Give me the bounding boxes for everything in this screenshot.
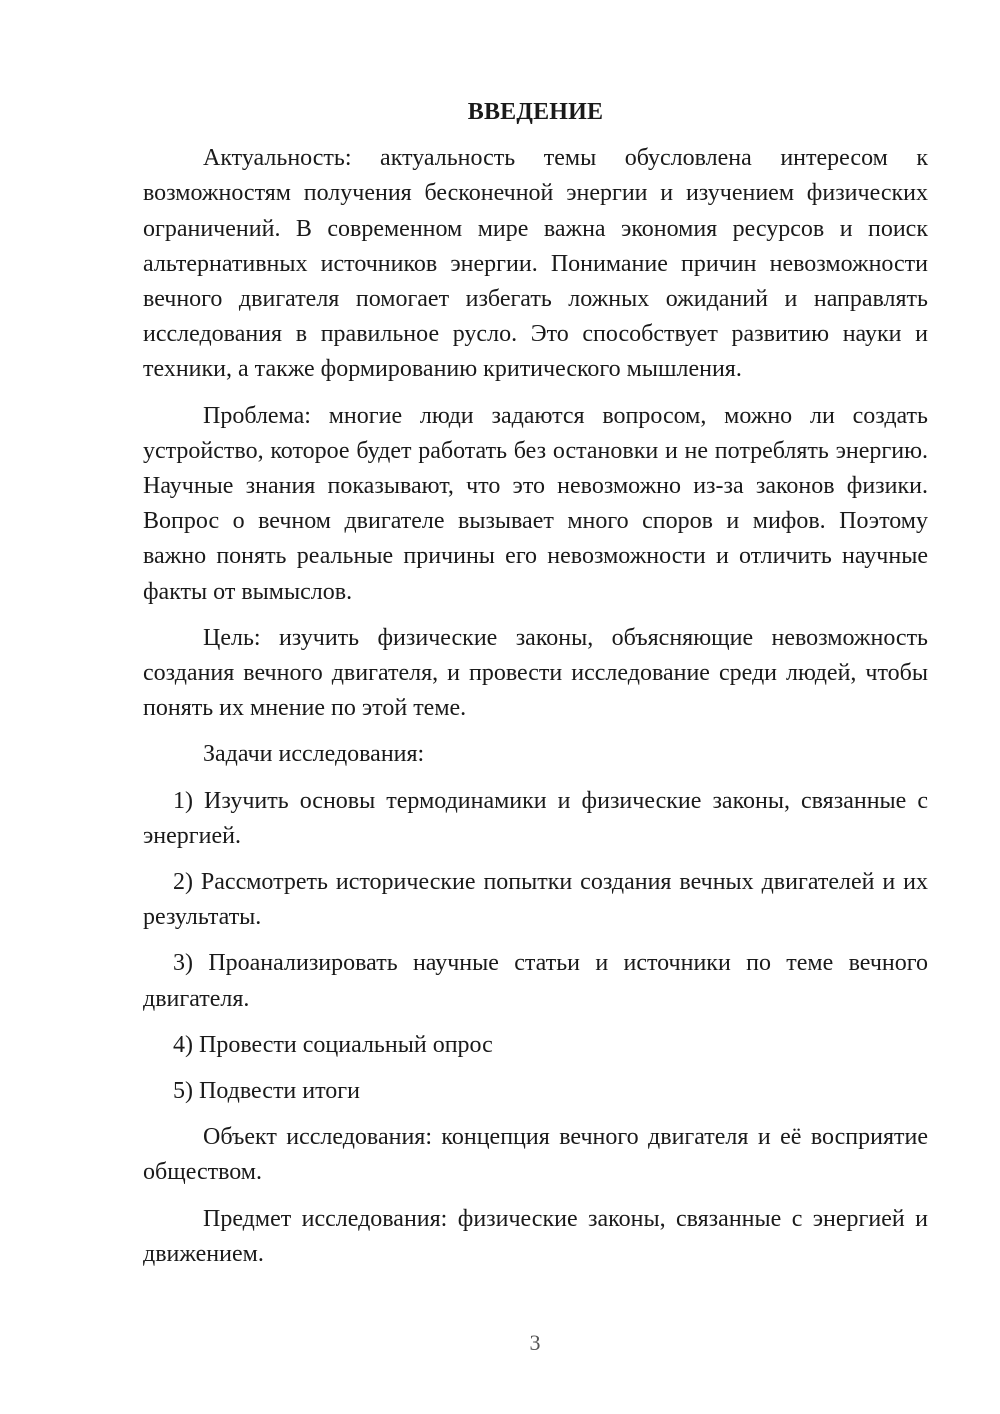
task-item: 2) Рассмотреть исторические попытки создания вечных двигателей и их результаты. <box>143 869 928 931</box>
object-paragraph: Объект исследования: концепция вечного двигателя и её восприятие обществом. <box>143 1124 928 1186</box>
page-number: 3 <box>529 1330 541 1355</box>
problem-paragraph: Проблема: многие люди задаются вопросом, можно ли создать устройство, которое будет работать без остановки и не потреблять энергию. Научные знания показывают, что это невозможно из-за законов физики. Вопрос о вечном двигателе вызывает много споров и мифов. Поэтому важно понять реальные причины его невозможности и отличить научные факты от вымыслов. <box>143 402 928 605</box>
page-title: ВВЕДЕНИЕ <box>467 99 604 125</box>
task-item: 5) Подвести итоги <box>173 1078 360 1105</box>
relevance-paragraph: Актуальность: актуальность темы обусловлена интересом к возможностям получения бесконечной энергии и изучением физических ограничений. В современном мире важна экономия ресурсов и поиск альтернативных источников энергии. Понимание причин невозможности вечного двигателя помогает избегать ложных ожиданий и направлять исследования в правильное русло. Это способствует развитию науки и техники, а также формированию критического мышления. <box>143 145 928 383</box>
task-item: 3) Проанализировать научные статьи и источники по теме вечного двигателя. <box>143 950 928 1012</box>
subject-paragraph: Предмет исследования: физические законы, связанные с энергией и движением. <box>143 1205 928 1267</box>
goal-paragraph: Цель: изучить физические законы, объясняющие невозможность создания вечного двигателя, и провести исследование среди людей, чтобы понять их мнение по этой теме. <box>143 624 928 722</box>
task-item: 4) Провести социальный опрос <box>173 1031 493 1058</box>
page-content <box>143 95 928 1283</box>
task-item: 1) Изучить основы термодинамики и физические законы, связанные с энергией. <box>143 787 928 849</box>
tasks-heading: Задачи исследования: <box>203 741 425 768</box>
